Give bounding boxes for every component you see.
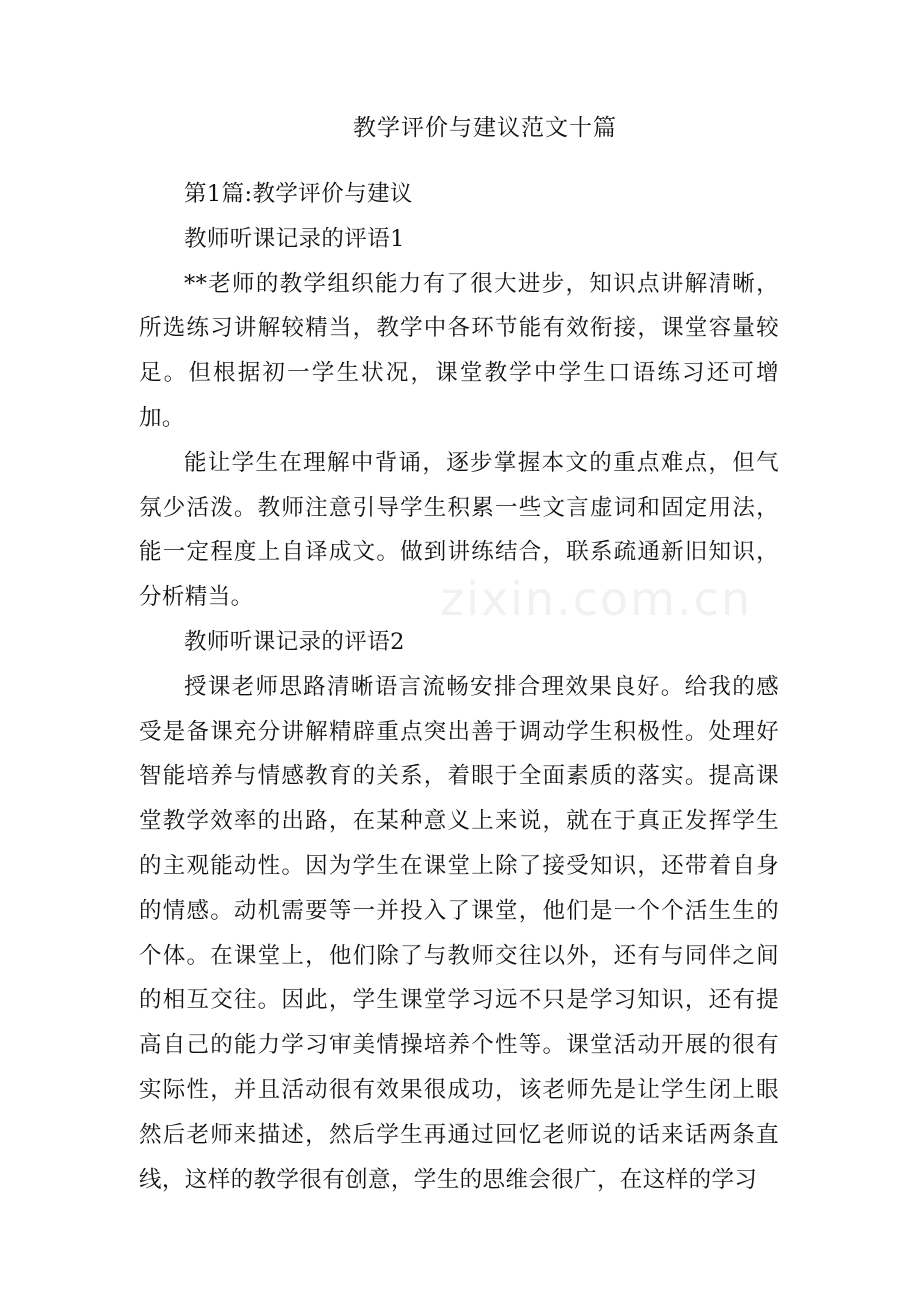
subheading: 教师听课记录的评语2 bbox=[184, 628, 405, 655]
document-body bbox=[139, 172, 779, 1202]
section-heading: 第1篇:教学评价与建议 bbox=[184, 181, 413, 207]
watermark: zixin.com.cn bbox=[440, 572, 753, 626]
paragraph: 授课老师思路清晰语言流畅安排合理效果良好。给我的感受是备课充分讲解精辟重点突出善于调动学生积极性。处理好智能培养与情感教育的关系，着眼于全面素质的落实。提高课堂教学效率的出路，在某种意义上来说，就在于真正发挥学生的主观能动性。因为学生在课堂上除了接受知识，还带着自身的情感。动机需要等一并投入了课堂，他们是一个个活生生的个体。在课堂上，他们除了与教师交往以外，还有与同伴之间的相互交往。因此，学生课堂学习远不只是学习知识，还有提高自己的能力学习审美情操培养个性等。课堂活动开展的很有实际性，并且活动很有效果很成功，该老师先是让学生闭上眼然后老师来描述，然后学生再通过回忆老师说的话来话两条直线，这样的教学很有创意，学生的思维会很广，在这样的学习 bbox=[139, 673, 779, 1193]
document-title: 教学评价与建议范文十篇 bbox=[353, 115, 617, 141]
paragraph: 能让学生在理解中背诵，逐步掌握本文的重点难点，但气氛少活泼。教师注意引导学生积累一些文言虚词和固定用法，能一定程度上自译成文。做到讲练结合，联系疏通新旧知识，分析精当。 bbox=[139, 449, 779, 611]
paragraph: **老师的教学组织能力有了很大进步，知识点讲解清晰，所选练习讲解较精当，教学中各环节能有效衔接，课堂容量较足。但根据初一学生状况，课堂教学中学生口语练习还可增加。 bbox=[139, 270, 779, 431]
subheading: 教师听课记录的评语1 bbox=[184, 225, 405, 252]
